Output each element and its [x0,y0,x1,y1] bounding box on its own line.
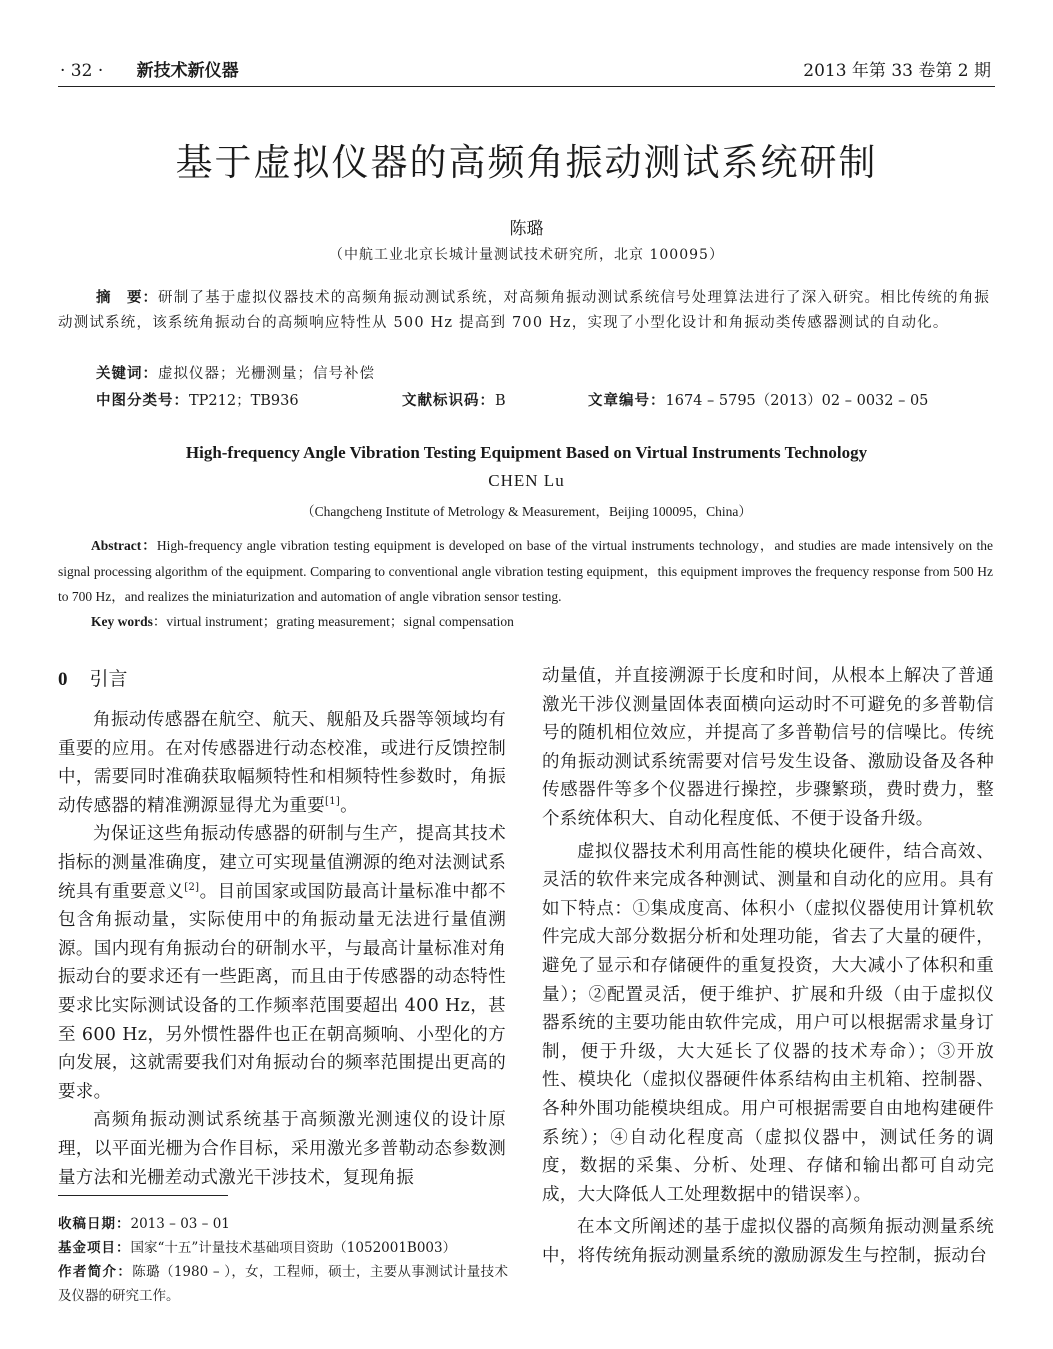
paragraph: 虚拟仪器技术利用高性能的模块化硬件，结合高效、灵活的软件来完成各种测试、测量和自动化的应用。具有如下特点：①集成度高、体积小（虚拟仪器使用计算机软件完成大部分数据分析和处理功能，省去了大量的硬件，避免了显示和存储硬件的重复投资，大大减小了体积和重量）；②配置灵活，便于维护、扩展和升级（由于虚拟仪器系统的主要功能由软件完成，用户可以根据需求量身订制，便于升级，大大延长了仪器的技术寿命）；③开放性、模块化（虚拟仪器硬件体系结构由主机箱、控制器、各种外围功能模块组成。用户可根据需要自由地构建硬件系统）；④自动化程度高（虚拟仪器中，测试任务的调度，数据的采集、分析、处理、存储和输出都可自动完成，大大降低人工处理数据中的错误率）。 [542,841,994,1205]
paragraph: 为保证这些角振动传感器的研制与生产，提高其技术指标的测量准确度，建立可实现量值溯源的绝对法测试系统具有重要意义[2]。目前国家或国防最高计量标准中都不包含角振动量，实际使用中的角振动量无法进行量值溯源。国内现有角振动台的研制水平，与最高计量标准对角振动台的要求还有一些距离，而且由于传感器的动态特性要求比实际测试设备的工作频率范围要超出 400 Hz，甚至 600 Hz，另外惯性器件也正在朝高频响、小型化的方向发展，这就需要我们对角振动台的频率范围提出更高的要求。 [58,824,506,1102]
section-number: 0 [58,669,68,690]
author-bio: 作者简介：陈璐（1980 – ），女，工程师，硕士，主要从事测试计量技术及仪器的研究工作。 [58,1264,508,1304]
section-heading [58,664,128,691]
keywords-cn-text: 虚拟仪器；光栅测量；信号补偿 [158,366,375,382]
body-column-right [542,662,994,1270]
author-name-en: CHEN Lu [488,471,565,490]
citation: [1] [325,795,341,807]
footnotes [58,1212,508,1308]
header-rule [58,86,995,87]
section-title: 引言 [89,668,128,690]
citation: [2] [184,881,200,893]
footnote-rule [58,1195,228,1196]
keywords-en: Key words：virtual instrument；grating measurement；signal compensation [91,614,514,629]
paper-title-en: High-frequency Angle Vibration Testing Equipment Based on Virtual Instruments Technology [185,443,868,462]
abstract-cn [58,286,993,336]
paper-title: 基于虚拟仪器的高频角振动测试系统研制 [175,141,878,184]
abstract-en-label: Abstract [91,538,142,553]
author-affiliation-en: （Changcheng Institute of Metrology & Measurement，Beijing 100095，China） [301,504,752,519]
abstract-en-text: High-frequency angle vibration testing equipment is developed on base of the virtual instruments technology，and studies are made intensively on the signal processing algorithm of the equipment. Comparing to conventional angle vibration testing equipment，this equipment improves the frequency response from 500 Hz to 700 Hz，and realizes the miniaturization and automation of angle vibration sensor testing. [58,538,994,604]
paragraph: 动量值，并直接溯源于长度和时间，从根本上解决了普通激光干涉仪测量固体表面横向运动时不可避免的多普勒信号的随机相位效应，并提高了多普勒信号的信噪比。传统的角振动测试系统需要对信号发生设备、激励设备及各种传感器件等多个仪器进行操控，步骤繁琐，费时费力，整个系统体积大、自动化程度低、不便于设备升级。 [542,666,994,829]
keywords-en-label: Key words [91,614,153,629]
page-number: · 32 · [60,61,104,81]
abstract-en: Abstract：High-frequency angle vibration testing equipment is developed on base of the virtual instruments technology，and studies are made intensively on the signal processing algorithm of the equipment. Comparing to conventional angle vibration testing equipment，this equipment improves the frequency response from 500 Hz to 700 Hz，and realizes the miniaturization and automation of angle vibration sensor testing. [58,538,994,604]
paragraph: 在本文所阐述的基于虚拟仪器的高频角振动测量系统中，将传统角振动测量系统的激励源发生与控制，振动台 [542,1217,994,1266]
running-header-left [60,56,239,81]
paragraph: 角振动传感器在航空、航天、舰船及兵器等领域均有重要的应用。在对传感器进行动态校准，或进行反馈控制中，需要同时准确获取幅频特性和相频特性参数时，角振动传感器的精准溯源显得尤为重要[1]。 [58,710,506,816]
keywords-cn [96,362,375,383]
received-date: 收稿日期：2013 – 03 – 01 [58,1216,230,1232]
clc-number: 中图分类号：TP212；TB936 [96,393,299,409]
journal-section-name: 新技术新仪器 [136,61,239,81]
body-column-left [58,706,506,1192]
keywords-en-text: virtual instrument；grating measurement；signal compensation [166,614,514,629]
keywords-cn-label: 关键词： [96,366,158,382]
issue-info: 2013 年第 33 卷第 2 期 [803,61,991,81]
document-code: 文献标识码：B [402,393,506,409]
abstract-cn-label: 摘 要： [96,290,158,306]
paragraph: 高频角振动测试系统基于高频激光测速仪的设计原理，以平面光栅为合作目标，采用激光多普勒动态参数测量方法和光栅差动式激光干涉技术，复现角振 [58,1110,506,1188]
article-number: 文章编号：1674 – 5795（2013）02 – 0032 – 05 [588,393,929,409]
author-affiliation: （中航工业北京长城计量测试技术研究所，北京 100095） [329,247,724,263]
fund-info: 基金项目：国家“十五”计量技术基础项目资助（1052001B003） [58,1240,457,1256]
author-name: 陈璐 [509,219,544,239]
abstract-cn-text: 研制了基于虚拟仪器技术的高频角振动测试系统，对高频角振动测试系统信号处理算法进行了深入研究。相比传统的角振动测试系统，该系统角振动台的高频响应特性从 500 Hz 提高到 700 Hz，实现了小型化设计和角振动类传感器测试的自动化。 [58,290,991,331]
